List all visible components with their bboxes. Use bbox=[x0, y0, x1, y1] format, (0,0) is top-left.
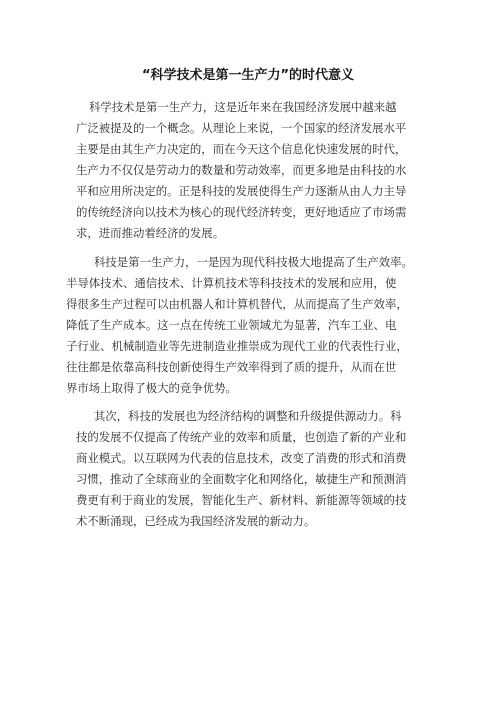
paragraph-2-line-2: 半导体技术、通信技术、计算机技术等科技技术的发展和应用，使 bbox=[66, 276, 397, 290]
paragraph-1-line-2: 广泛被提及的一个概念。从理论上来说，一个国家的经济发展水平 bbox=[76, 121, 407, 135]
paragraph-2-line-3: 得很多生产过程可以由机器人和计算机替代，从而提高了生产效率， bbox=[66, 297, 408, 311]
paragraph-3-line-1: 其次，科技的发展也为经济结构的调整和升级提供源动力。科 bbox=[94, 409, 402, 423]
paragraph-1-line-4: 生产力不仅仅是劳动力的数量和劳动效率，而更多地是由科技的水 bbox=[76, 163, 407, 177]
paragraph-3-line-4: 习惯，推动了全球商业的全面数字化和网络化，敏捷生产和预测消 bbox=[76, 472, 407, 486]
paragraph-2-line-4: 降低了生产成本。这一点在传统工业领域尤为显著，汽车工业、电 bbox=[66, 318, 397, 332]
paragraph-1-line-6: 的传统经济向以技术为核心的现代经济转变，更好地适应了市场需 bbox=[76, 205, 407, 219]
paragraph-3-line-5: 费更有利于商业的发展，智能化生产、新材料、新能源等领域的技 bbox=[76, 493, 407, 507]
paragraph-1-line-7: 求，进而推动着经济的发展。 bbox=[76, 226, 225, 240]
paragraph-2-line-5: 子行业、机械制造业等先进制造业推崇成为现代工业的代表性行业， bbox=[66, 339, 408, 353]
paragraph-1-line-5: 平和应用所决定的。正是科技的发展使得生产力逐渐从由人力主导 bbox=[76, 184, 407, 198]
paragraph-1-line-3: 主要是由其生产力决定的，而在今天这个信息化快速发展的时代， bbox=[76, 142, 407, 156]
paragraph-2-line-7: 界市场上取得了极大的竞争优势。 bbox=[66, 381, 237, 395]
paragraph-2-line-1: 科技是第一生产力，一是因为现代科技极大地提高了生产效率。 bbox=[94, 255, 413, 269]
document-title: “科学技术是第一生产力”的时代意义 bbox=[141, 68, 355, 83]
paragraph-3-line-2: 技的发展不仅提高了传统产业的效率和质量，也创造了新的产业和 bbox=[76, 430, 407, 444]
paragraph-1-line-1: 科学技术是第一生产力，这是近年来在我国经济发展中越来越 bbox=[89, 100, 397, 114]
paragraph-3-line-3: 商业模式。以互联网为代表的信息技术，改变了消费的形式和消费 bbox=[76, 451, 407, 465]
paragraph-3-line-6: 术不断涌现，已经成为我国经济发展的新动力。 bbox=[76, 514, 316, 528]
paragraph-2-line-6: 往往都是依靠高科技创新使得生产效率得到了质的提升，从而在世 bbox=[66, 360, 397, 374]
